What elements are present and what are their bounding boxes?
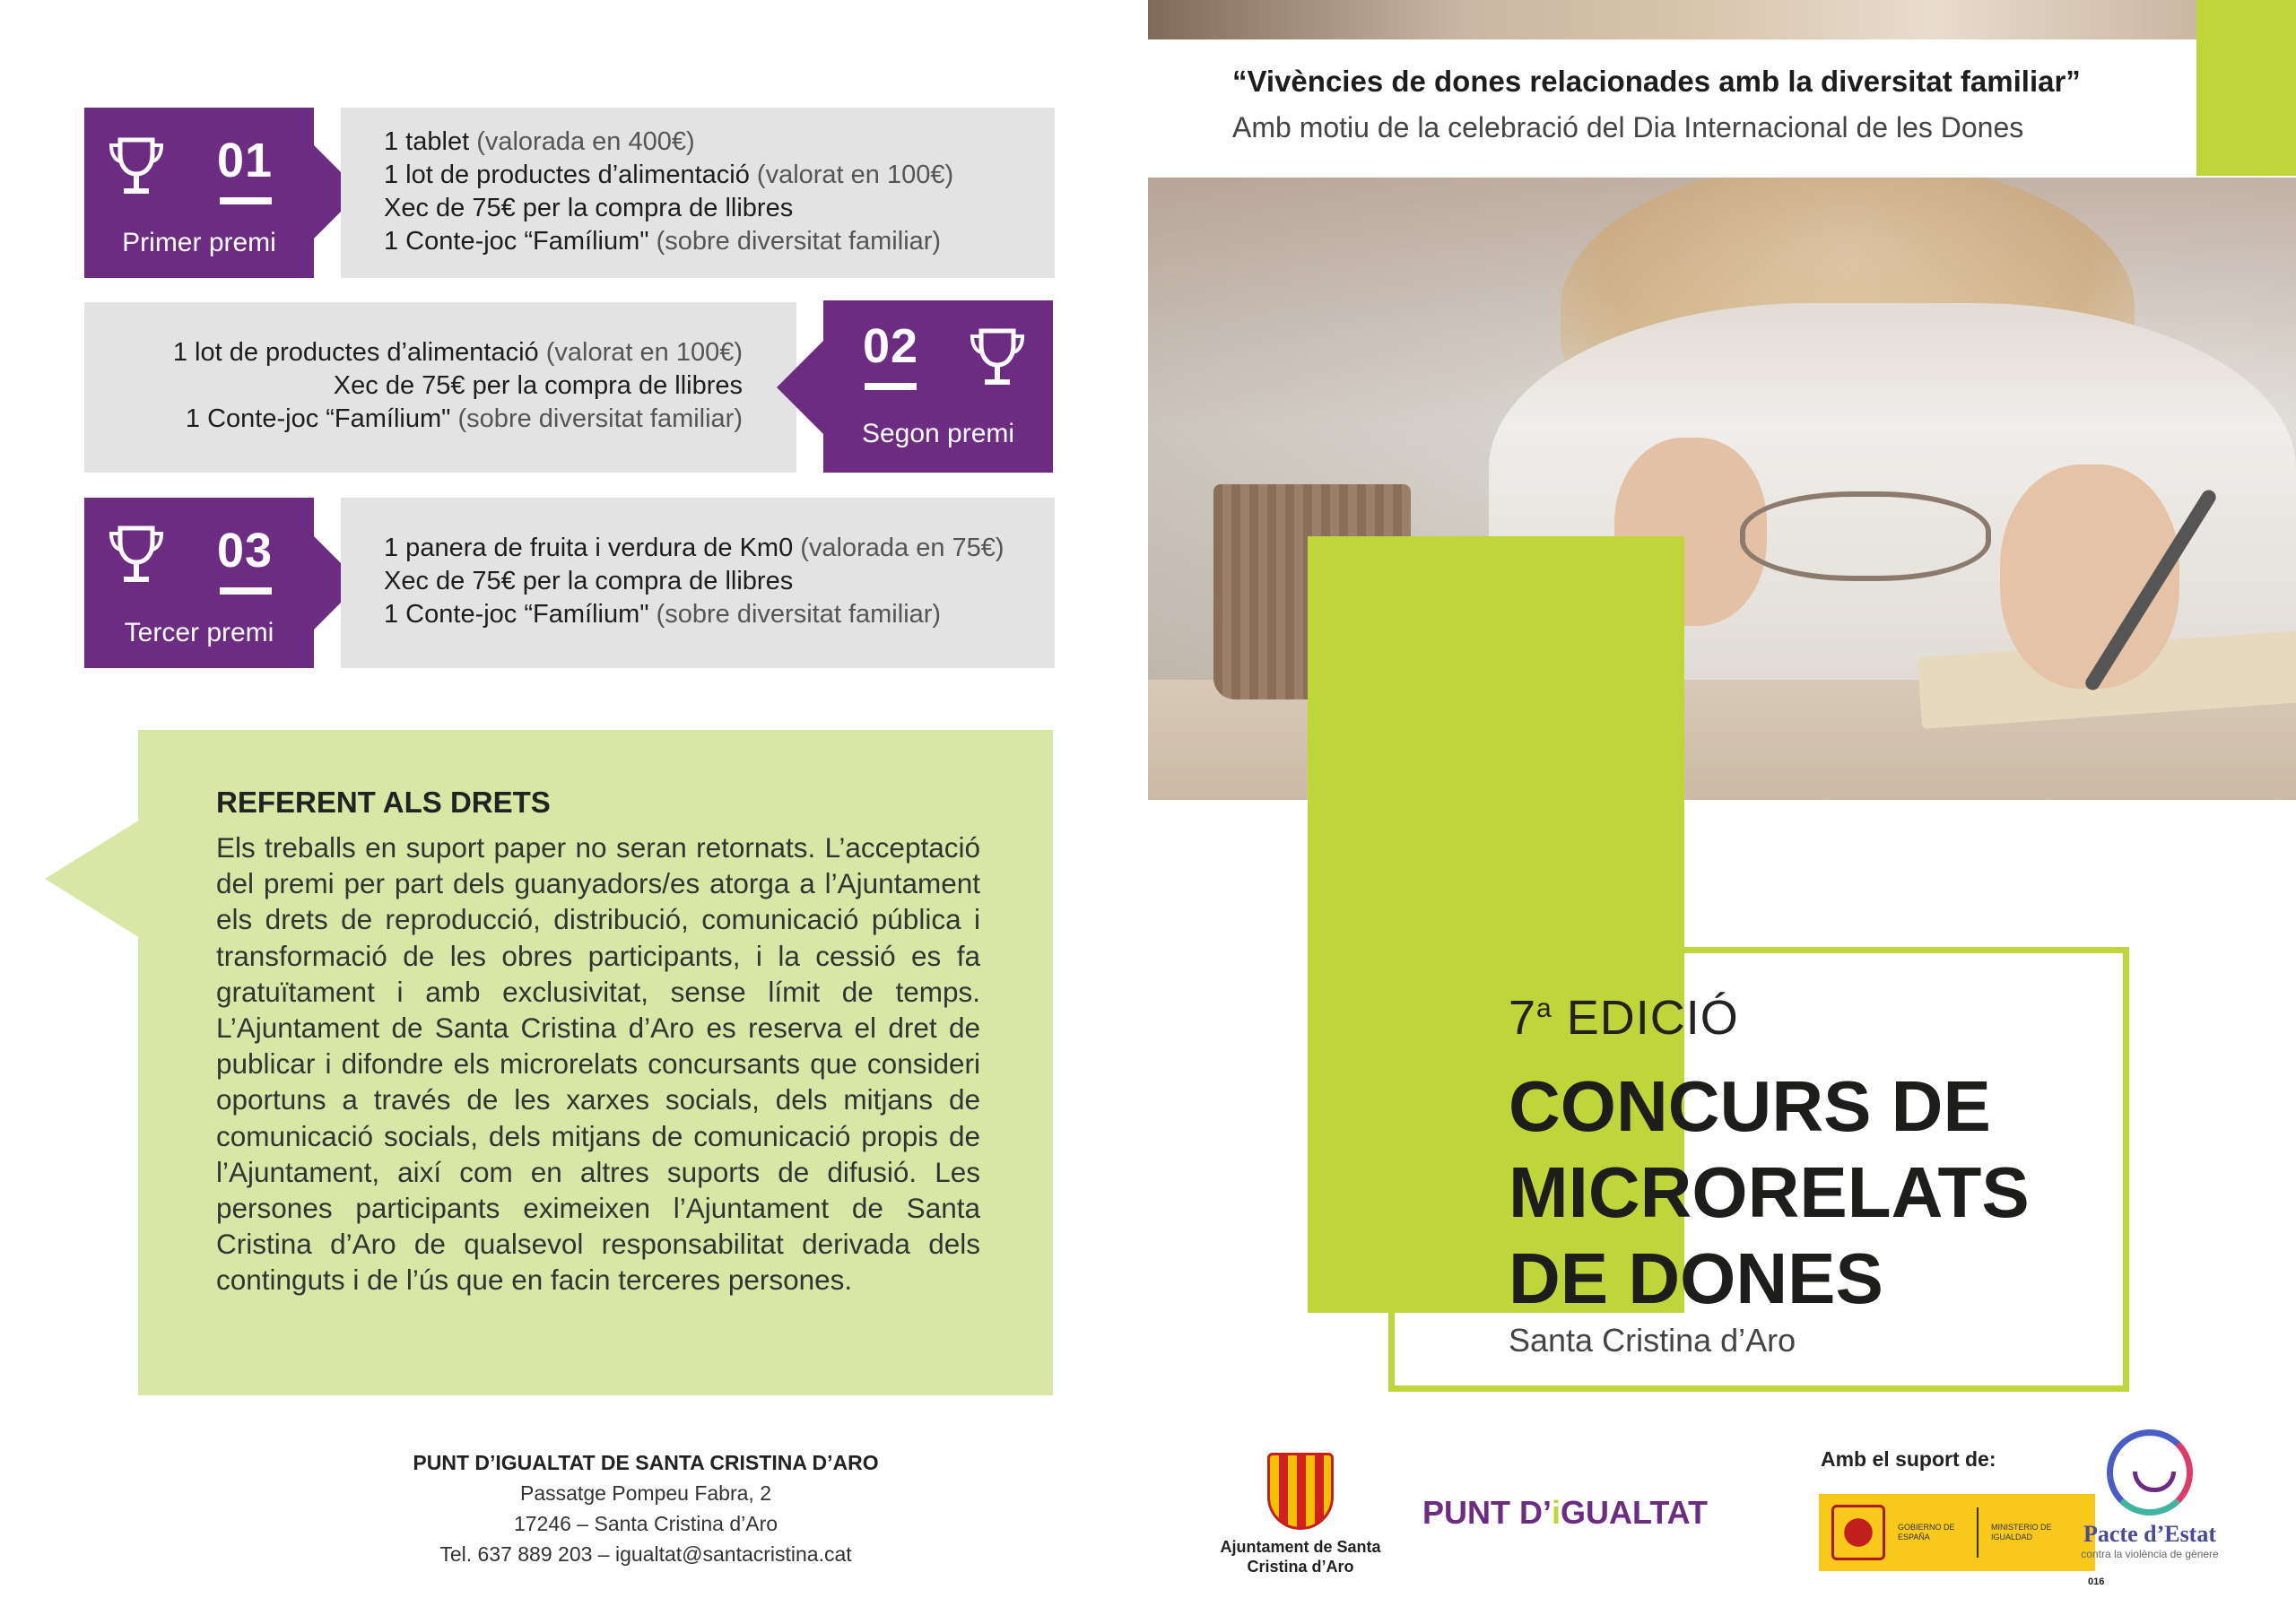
contact-city: 17246 – Santa Cristina d’Aro [513,1512,778,1535]
cover-title: CONCURS DE MICRORELATS DE DONES [1509,1066,2030,1318]
smile-ring-icon [2107,1429,2193,1515]
rights-text: Els treballs en suport paper no seran retornats. L’acceptació del premi per part dels guanyadors/es atorga a l’Ajuntament els drets de reproducció, distribució, comunicació pública i transformació de les obres participants, i la cessió es fa gratuïtament i amb exclusivitat, sense límit de temps. L’Ajuntament de Santa Cristina d’Aro es reserva el dret de publicar i difondre els microrelats concursants que consideri oportuns a través de les xarxes socials, dels mitjans de comunicació socials, dels mitjans de comunicació propis de l’Ajuntament, així com en altres suports de difusió. Les persones participants eximeixen l’Ajuntament de Santa Cristina d’Aro de qualsevol responsabilitat derivada dels continguts i de l’ús que en facin terceres persones. [216,831,980,1297]
edition-label: 7$^a$ EDICIÓ [1509,991,1739,1045]
prize-item: 1 panera de fruita i verdura de Km0 (valorada en 75€) [384,534,1004,562]
spain-arms-icon [1831,1505,1885,1560]
punt-igualtat-logo: PUNT D’iGUALTAT [1422,1494,1708,1531]
gov-text-2: MINISTERIO DE IGUALDAD [1991,1523,2052,1541]
prize-item: 1 tablet (valorada en 400€) [384,127,695,156]
number-underline [220,587,272,595]
contact-address: Passatge Pompeu Fabra, 2 [520,1481,771,1505]
contact-block [332,1447,960,1569]
ajuntament-logo [1220,1453,1381,1576]
prize-item: Xec de 75€ per la compra de llibres [384,194,794,222]
photo-top-strip [1148,0,2197,39]
prize-3-details [341,498,1055,668]
prize-3-items [384,532,1004,631]
prize-number: 01 [217,134,274,187]
prize-item: 1 Conte-joc “Famílium" (sobre diversitat familiar) [384,227,942,256]
pacte-phone: 016 [2088,1576,2105,1587]
prize-2-details [84,302,796,473]
number-underline [220,197,272,204]
coat-of-arms-icon [1267,1453,1334,1530]
prize-label: Primer premi [122,228,276,257]
prize-item: 1 Conte-joc “Famílium" (sobre diversitat familiar) [384,600,942,629]
gobierno-logo [1819,1494,2095,1571]
prize-item: 1 Conte-joc “Famílium" (sobre diversitat familiar) [185,404,743,433]
prize-item: 1 lot de productes d’alimentació (valorat en 100€) [172,338,743,367]
rights-title: REFERENT ALS DRETS [216,786,551,819]
trophy-icon [108,525,165,587]
cover-subquote: Amb motiu de la celebració del Dia Internacional de les Dones [1232,111,2024,143]
prize-number: 03 [217,524,274,578]
gov-separator [1977,1507,1979,1558]
prize-label: Segon premi [861,419,1015,448]
green-corner-block [2196,0,2296,176]
prize-1-items [384,126,953,258]
prize-item: Xec de 75€ per la compra de llibres [333,371,743,400]
ajuntament-name: Ajuntament de Santa Cristina d’Aro [1220,1538,1381,1576]
rights-arrow [45,820,140,938]
pacte-name: Pacte d’Estat [2083,1521,2216,1547]
prize-item: Xec de 75€ per la compra de llibres [384,567,794,595]
support-label: Amb el suport de: [1821,1447,1996,1471]
photo-glasses [1740,491,1991,581]
prize-number: 02 [863,319,919,373]
gov-text-1: GOBIERNO DE ESPAÑA [1898,1523,1955,1541]
trophy-icon [108,136,165,199]
contact-org: PUNT D’IGUALTAT DE SANTA CRISTINA D’ARO [413,1451,879,1474]
cover-town: Santa Cristina d’Aro [1509,1322,1796,1359]
prize-2-badge [823,300,1053,473]
contact-phone-email[interactable]: Tel. 637 889 203 – igualtat@santacristina.cat [439,1542,852,1566]
prize-2-items [173,336,743,436]
prize-2-arrow [777,341,823,434]
prize-1-badge [84,108,314,278]
pacte-estat-logo [2074,1429,2226,1587]
prize-1-details [341,108,1055,278]
pacte-subtitle: contra la violència de gènere [2081,1548,2219,1560]
prize-item: 1 lot de productes d’alimentació (valorat en 100€) [384,161,954,189]
prize-3-badge [84,498,314,668]
cover-quote: “Vivències de dones relacionades amb la diversitat familiar” [1232,65,2081,98]
number-underline [865,383,917,390]
prize-label: Tercer premi [124,618,274,647]
trophy-icon [969,327,1026,390]
